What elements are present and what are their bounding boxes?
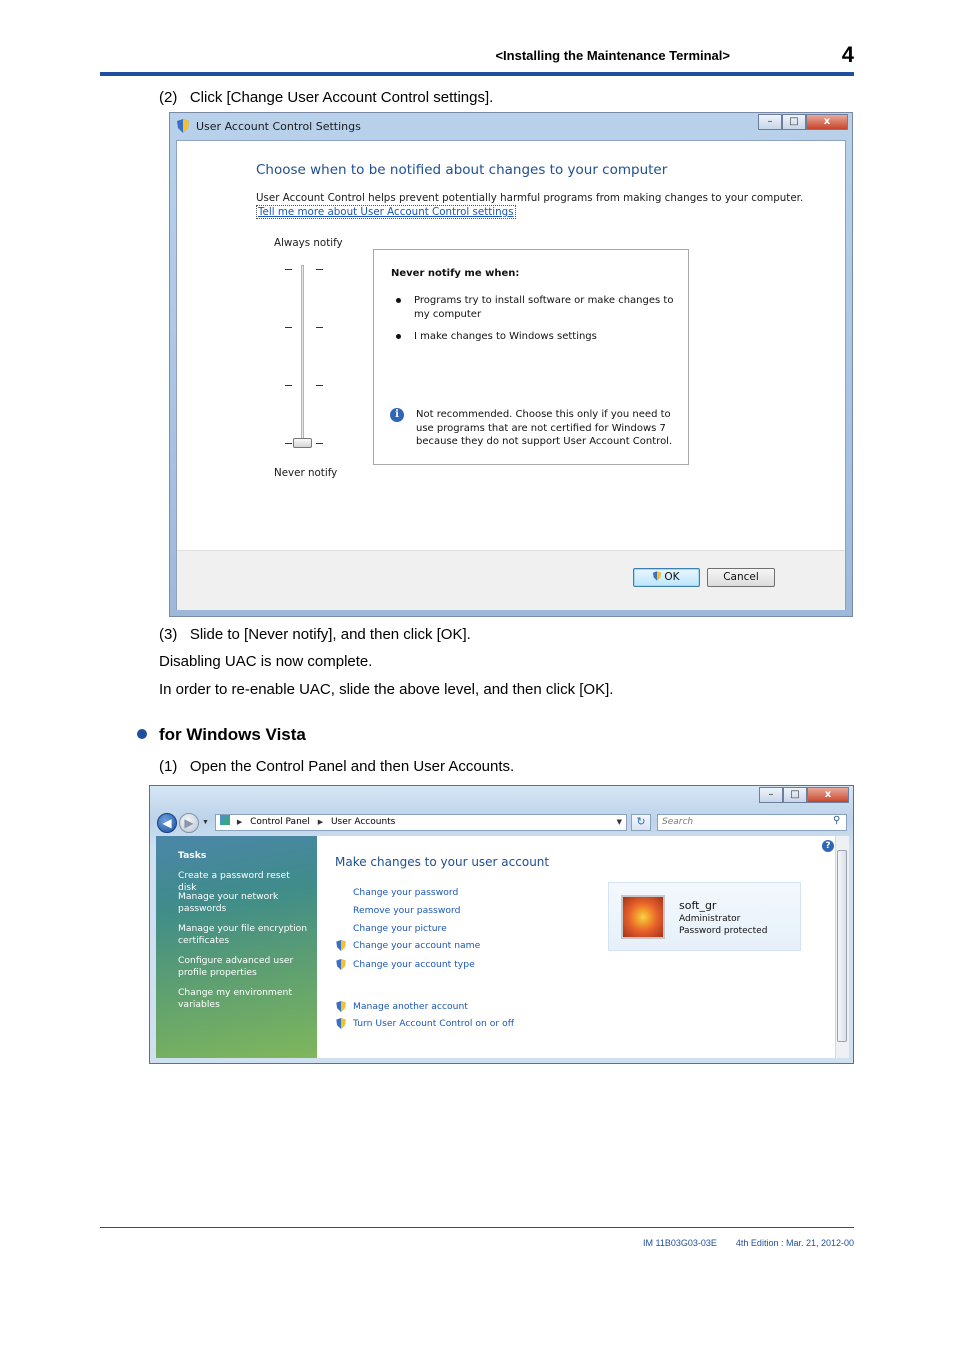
slider-tick	[285, 385, 292, 386]
user-name: soft_gr	[679, 899, 717, 912]
toggle-uac-link[interactable]: Turn User Account Control on or off	[353, 1018, 515, 1029]
close-button[interactable]: x	[806, 114, 848, 130]
minimize-button[interactable]: –	[758, 114, 782, 130]
task-link[interactable]: Change my environment variables	[178, 987, 292, 1010]
box-item: Programs try to install software or make changes to my computer	[414, 295, 674, 320]
box-item: I make changes to Windows settings	[414, 331, 597, 342]
paragraph-complete: Disabling UAC is now complete.	[159, 653, 373, 670]
bullet-icon	[137, 729, 147, 739]
breadcrumb-control-panel[interactable]: Control Panel	[250, 817, 310, 827]
breadcrumb-separator-icon: ▶	[236, 818, 243, 826]
edition-info: 4th Edition : Mar. 21, 2012-00	[735, 1238, 854, 1248]
minimize-button[interactable]: –	[759, 787, 783, 803]
shield-icon	[336, 959, 346, 970]
bullet	[396, 334, 401, 339]
task-link[interactable]: Create a password reset disk	[178, 870, 290, 893]
task-link[interactable]: Manage your file encryption certificates	[178, 923, 308, 946]
back-button[interactable]: ◀	[157, 813, 177, 833]
shield-icon	[336, 1001, 346, 1012]
search-input[interactable]: Search	[657, 814, 847, 831]
user-account-card	[608, 882, 801, 951]
box-title: Never notify me when:	[391, 268, 520, 279]
chevron-down-icon[interactable]: ▼	[616, 818, 622, 826]
maximize-button[interactable]: □	[782, 114, 806, 130]
change-password-link[interactable]: Change your password	[353, 887, 459, 898]
page-number: 4	[841, 42, 854, 67]
slider-top-label: Always notify	[274, 237, 343, 249]
uac-client-area	[176, 140, 846, 610]
shield-icon	[336, 1018, 346, 1029]
slider-tick	[285, 269, 292, 270]
slider-tick	[316, 443, 323, 444]
scrollbar[interactable]	[835, 836, 849, 1058]
shield-icon	[653, 571, 661, 581]
window-caption-buttons	[758, 114, 848, 130]
close-button[interactable]: x	[807, 787, 849, 803]
vista-step-1-text: (1) Open the Control Panel and then User Accounts.	[159, 758, 515, 775]
breadcrumb-separator-icon: ▶	[317, 818, 324, 826]
uac-settings-window	[169, 112, 853, 617]
slider-bottom-label: Never notify	[274, 467, 338, 479]
slider-tick	[285, 327, 292, 328]
section-title: <Installing the Maintenance Terminal>	[495, 48, 730, 63]
search-icon[interactable]: ⚲	[833, 815, 841, 826]
uac-description: User Account Control helps prevent potentially harmful programs from making changes to your computer.	[256, 192, 804, 204]
footer-rule	[100, 1227, 854, 1228]
slider-tick	[316, 327, 323, 328]
recent-pages-icon[interactable]: ▼	[202, 819, 209, 826]
forward-button[interactable]: ▶	[179, 813, 199, 833]
uac-heading: Choose when to be notified about changes to your computer	[256, 162, 668, 178]
footer-info	[560, 1238, 854, 1248]
box-note: Not recommended. Choose this only if you need to use programs that are not certified for Windows 7 because they do not support User Account Control.	[416, 409, 673, 447]
document-number: IM 11B03G03-03E	[643, 1238, 717, 1248]
control-panel-icon	[220, 815, 230, 825]
content-heading: Make changes to your user account	[335, 855, 550, 869]
bullet	[396, 298, 401, 303]
change-account-type-link[interactable]: Change your account type	[353, 959, 475, 970]
user-accounts-content	[317, 836, 835, 1058]
notify-slider-track[interactable]	[301, 265, 304, 443]
slider-tick	[285, 443, 292, 444]
uac-button-bar	[177, 550, 845, 610]
navigation-bar	[157, 813, 847, 835]
address-bar[interactable]	[215, 814, 627, 831]
ok-button[interactable]	[633, 568, 700, 587]
header-rule	[100, 72, 854, 76]
avatar	[621, 895, 665, 939]
shield-icon	[336, 940, 346, 951]
paragraph-reenable: In order to re-enable UAC, slide the above level, and then click [OK].	[159, 681, 614, 698]
ok-label: OK	[664, 571, 680, 583]
task-link[interactable]: Manage your network passwords	[178, 891, 279, 914]
step-2-text: (2) Click [Change User Account Control settings].	[159, 89, 494, 106]
help-icon[interactable]: ?	[822, 840, 834, 852]
scrollbar-thumb[interactable]	[837, 850, 847, 1042]
window-title: User Account Control Settings	[196, 120, 361, 133]
info-icon: i	[390, 408, 404, 422]
cancel-button[interactable]: Cancel	[707, 568, 775, 587]
user-status: Password protected	[679, 926, 768, 936]
change-picture-link[interactable]: Change your picture	[353, 923, 447, 934]
step-3-text: (3) Slide to [Never notify], and then click [OK].	[159, 626, 471, 643]
notify-slider-thumb[interactable]	[293, 438, 312, 448]
vista-section-heading: for Windows Vista	[159, 725, 306, 744]
task-link[interactable]: Configure advanced user profile properties	[178, 955, 294, 978]
shield-icon	[177, 119, 189, 133]
maximize-button[interactable]: □	[783, 787, 807, 803]
window-caption-buttons	[759, 787, 849, 803]
uac-help-link[interactable]: Tell me more about User Account Control settings	[258, 206, 514, 218]
vista-user-accounts-window	[149, 785, 854, 1064]
manage-another-account-link[interactable]: Manage another account	[353, 1001, 468, 1012]
slider-tick	[316, 385, 323, 386]
user-role: Administrator	[679, 914, 741, 924]
refresh-button[interactable]: ↻	[631, 814, 651, 831]
slider-tick	[316, 269, 323, 270]
change-account-name-link[interactable]: Change your account name	[353, 940, 481, 951]
remove-password-link[interactable]: Remove your password	[353, 905, 461, 916]
tasks-title: Tasks	[178, 850, 207, 861]
tasks-pane	[156, 836, 317, 1058]
notify-description-box	[373, 249, 689, 465]
breadcrumb-user-accounts[interactable]: User Accounts	[330, 817, 396, 827]
